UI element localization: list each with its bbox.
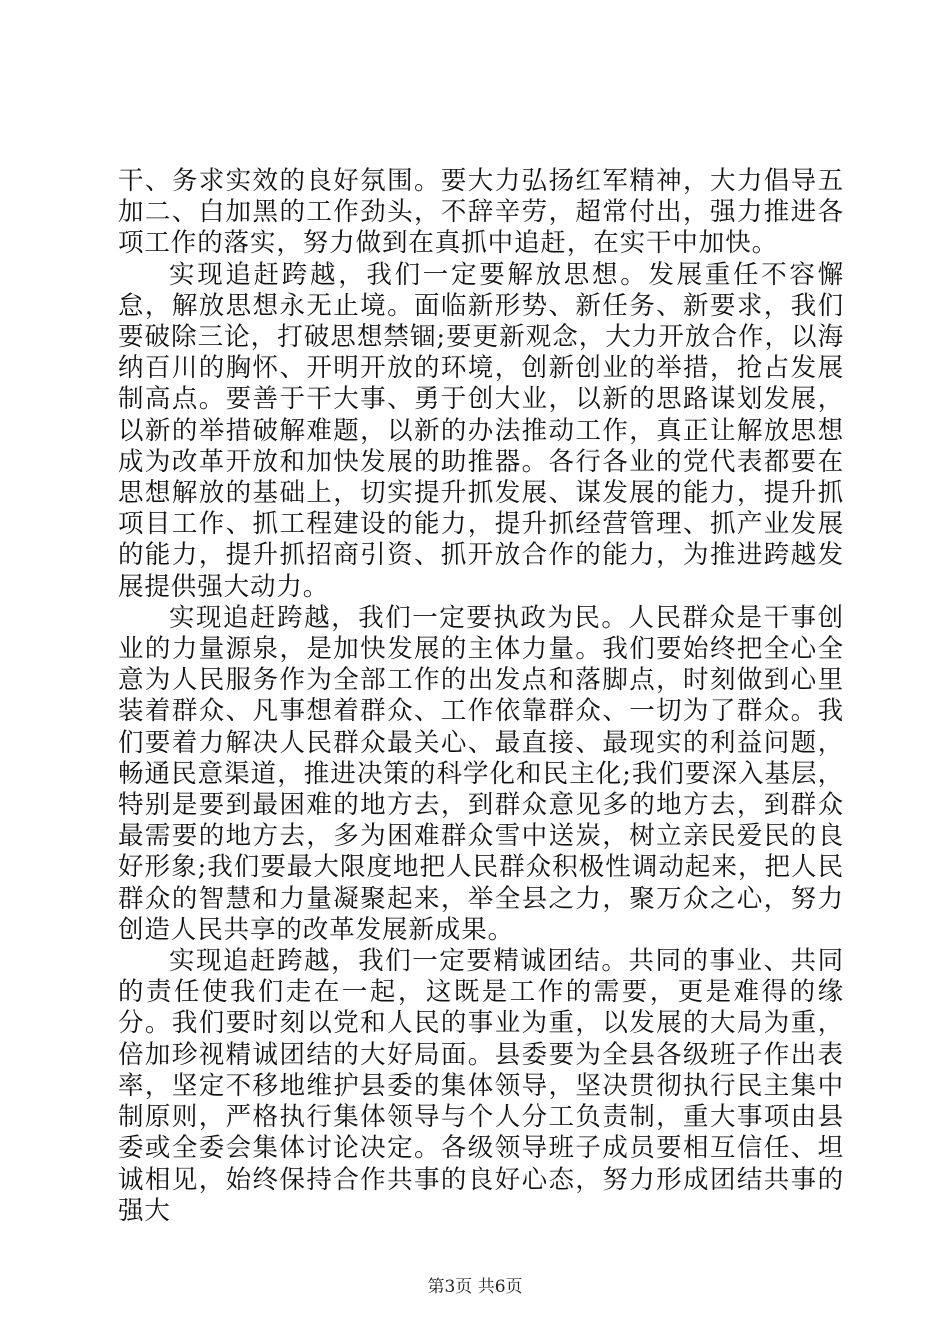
paragraph-2: 实现追赶跨越，我们一定要解放思想。发展重任不容懈怠，解放思想永无止境。面临新形势、新任务、新要求，我们要破除三论，打破思想禁锢;要更新观念，大力开放合作，以海纳百川的胸怀、开明开放的环境，创新创业的举措，抢占发展制高点。要善于干大事、勇于创大业，以新的思路谋划发展，以新的举措破解难题，以新的办法推动工作，真正让解放思想成为改革开放和加快发展的助推器。各行各业的党代表都要在思想解放的基础上，切实提升抓发展、谋发展的能力，提升抓项目工作、抓工程建设的能力，提升抓经营管理、抓产业发展的能力，提升抓招商引资、抓开放合作的能力，为推进跨越发展提供强大动力。 xyxy=(118,259,844,602)
paragraph-4: 实现追赶跨越，我们一定要精诚团结。共同的事业、共同的责任使我们走在一起，这既是工作的需要，更是难得的缘分。我们要时刻以党和人民的事业为重，以发展的大局为重，倍加珍视精诚团结的大好局面。县委要为全县各级班子作出表率，坚定不移地维护县委的集体领导，坚决贯彻执行民主集中制原则，严格执行集体领导与个人分工负责制，重大事项由县委或全委会集体讨论决定。各级领导班子成员要相互信任、坦诚相见，始终保持合作共事的良好心态，努力形成团结共事的强大 xyxy=(118,946,844,1226)
page-number-label: 第3页 共6页 xyxy=(427,1277,523,1297)
document-body xyxy=(118,166,844,1227)
paragraph-3: 实现追赶跨越，我们一定要执政为民。人民群众是干事创业的力量源泉，是加快发展的主体力量。我们要始终把全心全意为人民服务作为全部工作的出发点和落脚点，时刻做到心里装着群众、凡事想着群众、工作依靠群众、一切为了群众。我们要着力解决人民群众最关心、最直接、最现实的利益问题，畅通民意渠道，推进决策的科学化和民主化;我们要深入基层，特别是要到最困难的地方去，到群众意见多的地方去，到群众最需要的地方去，多为困难群众雪中送炭，树立亲民爱民的良好形象;我们要最大限度地把人民群众积极性调动起来，把人民群众的智慧和力量凝聚起来，举全县之力，聚万众之心，努力创造人民共享的改革发展新成果。 xyxy=(118,602,844,945)
page-footer xyxy=(0,1272,950,1297)
paragraph-1: 干、务求实效的良好氛围。要大力弘扬红军精神，大力倡导五加二、白加黑的工作劲头，不辞辛劳，超常付出，强力推进各项工作的落实，努力做到在真抓中追赶，在实干中加快。 xyxy=(118,166,844,259)
